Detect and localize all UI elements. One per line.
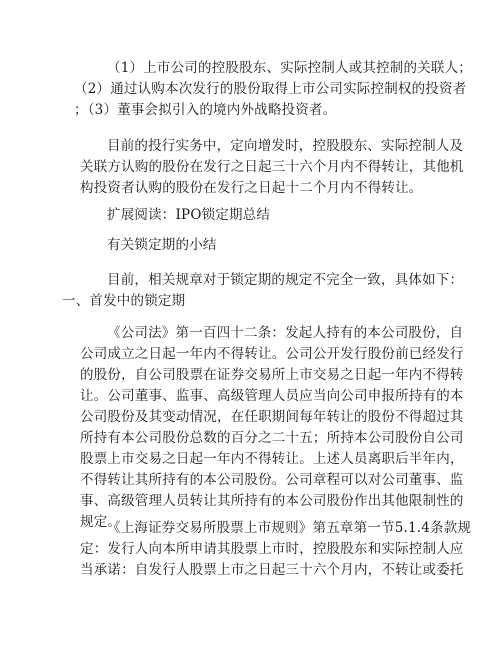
text-line: 公司成立之日起一年内不得转让。公司公开发行股份前已经发行 xyxy=(80,346,464,362)
text-line: （1）上市公司的控股股东、实际控制人或其控制的关联人； xyxy=(107,60,472,76)
text-line: 《上海证券交易所股票上市规则》第五章第一节5.1.4条款规 xyxy=(107,520,472,536)
paragraph-sse-rules xyxy=(80,518,472,581)
text-line: 的股份，自公司股票在证券交易所上市交易之日起一年内不得转 xyxy=(80,367,464,383)
text-line: 规定。 xyxy=(80,514,122,530)
text-line: 一、首发中的锁定期 xyxy=(62,293,186,309)
text-line: 构投资者认购的股份在发行之日起十二个月内不得转让。 xyxy=(80,180,423,196)
text-line: 定：发行人向本所申请其股票上市时，控股股东和实际控制人应 xyxy=(80,541,464,557)
text-line: 目前，相关规章对于锁定期的规定不完全一致，具体如下： xyxy=(107,272,464,288)
paragraph-subtitle xyxy=(80,235,430,256)
text-line: 扩展阅读：IPO锁定期总结 xyxy=(107,207,271,223)
text-line: 有关锁定期的小结 xyxy=(107,237,217,253)
paragraph-practice-note xyxy=(80,136,464,199)
text-line: 不得转让其所持有的本公司股份。公司章程可以对公司董事、监 xyxy=(80,472,464,488)
paragraph-shareholder-types xyxy=(74,58,472,121)
text-line: 所持有本公司股份总数的百分之二十五；所持本公司股份自公司 xyxy=(80,430,464,446)
text-line: （2）通过认购本次发行的股份取得上市公司实际控制权的投资者 xyxy=(74,81,467,97)
text-line: 关联方认购的股份在发行之日起三十六个月内不得转让，其他机 xyxy=(80,159,464,175)
text-line: 股票上市交易之日起一年内不得转让。上述人员离职后半年内， xyxy=(80,451,464,467)
text-line: 目前的投行实务中，定向增发时，控股股东、实际控制人及 xyxy=(107,138,464,154)
text-line: 公司股份及其变动情况，在任职期间每年转让的股份不得超过其 xyxy=(80,409,464,425)
paragraph-company-law xyxy=(80,323,464,533)
text-line: 当承诺：自发行人股票上市之日起三十六个月内，不转让或委托 xyxy=(80,562,464,578)
paragraph-extended-reading xyxy=(80,205,430,226)
text-line: 事、高级管理人员转让其所持有的本公司股份作出其他限制性的 xyxy=(80,493,464,509)
text-line: 让。公司董事、监事、高级管理人员应当向公司申报所持有的本 xyxy=(80,388,464,404)
paragraph-intro xyxy=(62,270,464,312)
text-line: ；（3）董事会拟引入的境内外战略投资者。 xyxy=(74,102,337,118)
text-line: 《公司法》第一百四十二条：发起人持有的本公司股份，自 xyxy=(107,325,464,341)
